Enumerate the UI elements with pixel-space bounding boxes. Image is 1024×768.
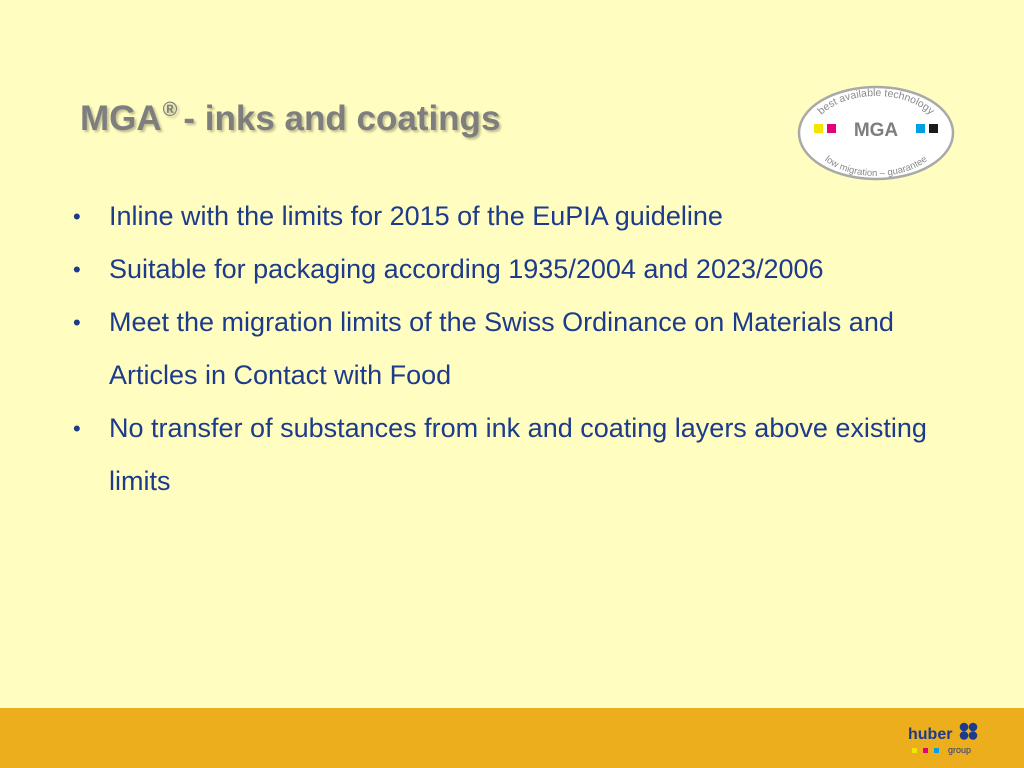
logo-square-yellow	[912, 748, 917, 753]
title-rest: - inks and coatings	[183, 99, 501, 138]
registered-mark: ®	[162, 99, 178, 121]
bullet-text: Inline with the limits for 2015 of the EuPIA guideline	[109, 201, 723, 231]
badge-bottom-text-path: low migration – guarantee	[822, 153, 930, 180]
huber-group-logo	[908, 722, 982, 756]
logo-word: huber	[908, 726, 953, 743]
bullet-list	[71, 190, 951, 508]
bullet-text: Suitable for packaging according 1935/2004 and 2023/2006	[109, 254, 824, 284]
logo-mark-icon	[960, 723, 978, 740]
badge-center-text: MGA	[853, 120, 899, 141]
bullet-item	[71, 402, 951, 508]
footer-bar	[0, 708, 1024, 768]
bullet-text: No transfer of substances from ink and coating layers above existing limits	[109, 413, 927, 496]
bullet-item	[71, 296, 951, 402]
logo-subword: group	[948, 745, 972, 755]
title-main: MGA	[80, 99, 162, 138]
bullet-marker: •	[73, 257, 81, 282]
badge-square-black	[929, 124, 938, 133]
mga-badge-logo	[796, 84, 956, 182]
badge-square-yellow	[814, 124, 823, 133]
badge-square-magenta	[827, 124, 836, 133]
badge-square-cyan	[916, 124, 925, 133]
bullet-marker: •	[73, 416, 81, 441]
logo-square-cyan	[934, 748, 939, 753]
bullet-text: Meet the migration limits of the Swiss Ordinance on Materials and Articles in Contact with Food	[109, 307, 894, 390]
badge-top-text-path: best available technology	[815, 86, 937, 118]
slide-title	[80, 88, 500, 141]
bullet-item	[71, 190, 951, 243]
bullet-marker: •	[73, 204, 81, 229]
logo-square-magenta	[923, 748, 928, 753]
bullet-item	[71, 243, 951, 296]
bullet-marker: •	[73, 310, 81, 335]
